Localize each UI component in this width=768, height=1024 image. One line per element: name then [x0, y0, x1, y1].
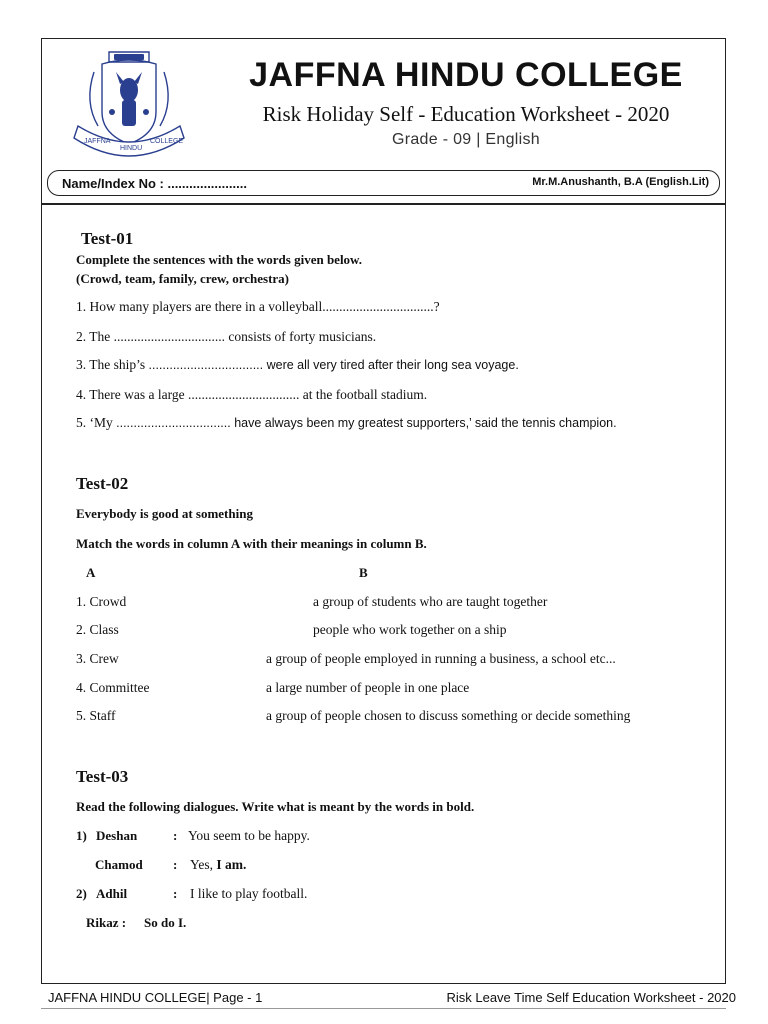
match-meaning-1: a group of students who are taught together: [313, 594, 548, 609]
test2-instruction: Match the words in column A with their meanings in column B.: [76, 536, 427, 551]
dialogue-1-speaker-1: Deshan: [96, 828, 138, 843]
teacher-name: Mr.M.Anushanth, B.A (English.Lit): [532, 176, 709, 188]
dialogue-2-line-2: So do I.: [144, 915, 187, 930]
crest-text-right: COLLEGE: [150, 138, 184, 145]
dialogue-2-number: 2): [76, 886, 87, 901]
test1-question-5-end: ................................. have always been my greatest supporters,’ said the tennis champion.: [116, 416, 617, 430]
match-word-2: 2. Class: [76, 622, 119, 637]
test2-subtitle: Everybody is good at something: [76, 506, 253, 521]
dialogue-1-line-1: You seem to be happy.: [188, 828, 310, 843]
dialogue-1-colon-1: :: [173, 828, 178, 843]
dialogue-2-line-1: I like to play football.: [190, 886, 308, 901]
dialogue-1-number: 1): [76, 828, 87, 843]
test1-question-2: 2. The ................................. consists of forty musicians.: [76, 329, 377, 344]
dialogue-2-speaker-1: Adhil: [96, 886, 128, 901]
dialogue-1-line-2-start: Yes,: [190, 857, 217, 872]
crest-text-left: JAFFNA: [84, 138, 111, 145]
test1-question-5-start: 5. ‘My: [76, 415, 117, 430]
match-meaning-2: people who work together on a ship: [313, 622, 507, 637]
test1-instruction: Complete the sentences with the words given below.: [76, 252, 362, 267]
dialogue-1-colon-2: :: [173, 857, 178, 872]
test1-question-3-start: 3. The ship’s: [76, 357, 149, 372]
header-divider: [41, 203, 726, 205]
match-word-4: 4. Committee: [76, 680, 150, 695]
test1-title: Test-01: [81, 229, 134, 248]
test1-question-1: 1. How many players are there in a volleyball.................................?: [76, 299, 440, 314]
match-meaning-4: a large number of people in one place: [266, 680, 470, 695]
dialogue-2-speaker-2: Rikaz :: [86, 915, 127, 930]
match-word-5: 5. Staff: [76, 708, 116, 723]
college-crest-icon: [64, 42, 194, 160]
college-name: JAFFNA HINDU COLLEGE: [249, 56, 683, 94]
name-bar: [47, 170, 720, 196]
test1-question-3: [76, 357, 519, 373]
dialogue-1-bold-phrase: I am.: [216, 857, 247, 872]
column-a-header: A: [86, 565, 96, 580]
worksheet-subtitle: Risk Holiday Self - Education Worksheet - 2020: [262, 102, 670, 126]
test3-title: Test-03: [76, 767, 129, 786]
match-meaning-3: a group of people employed in running a business, a school etc...: [266, 651, 616, 666]
match-word-1: 1. Crowd: [76, 594, 127, 609]
footer-left: JAFFNA HINDU COLLEGE| Page - 1: [48, 990, 263, 1005]
dialogue-2-colon-1: :: [173, 886, 178, 901]
match-word-3: 3. Crew: [76, 651, 119, 666]
match-meaning-5: a group of people chosen to discuss something or decide something: [266, 708, 631, 723]
test1-question-3-end: ................................. were all very tired after their long sea voyage.: [148, 358, 519, 372]
dialogue-1-line-2: [190, 857, 246, 873]
crest-text-mid: HINDU: [120, 145, 143, 152]
test1-words: (Crowd, team, family, crew, orchestra): [76, 271, 290, 286]
grade-line: Grade - 09 | English: [391, 131, 540, 148]
test1-question-4: 4. There was a large ................................. at the football stadium.: [76, 387, 428, 402]
test2-title: Test-02: [76, 474, 129, 493]
test3-instruction: Read the following dialogues. Write what is meant by the words in bold.: [76, 799, 475, 814]
column-b-header: B: [359, 565, 368, 580]
dialogue-1-speaker-2: Chamod: [95, 857, 143, 872]
footer-right: Risk Leave Time Self Education Worksheet - 2020: [446, 990, 736, 1005]
footer-divider: [41, 1008, 726, 1009]
name-index-field[interactable]: Name/Index No : ......................: [62, 176, 247, 191]
test1-question-5: [76, 415, 617, 431]
